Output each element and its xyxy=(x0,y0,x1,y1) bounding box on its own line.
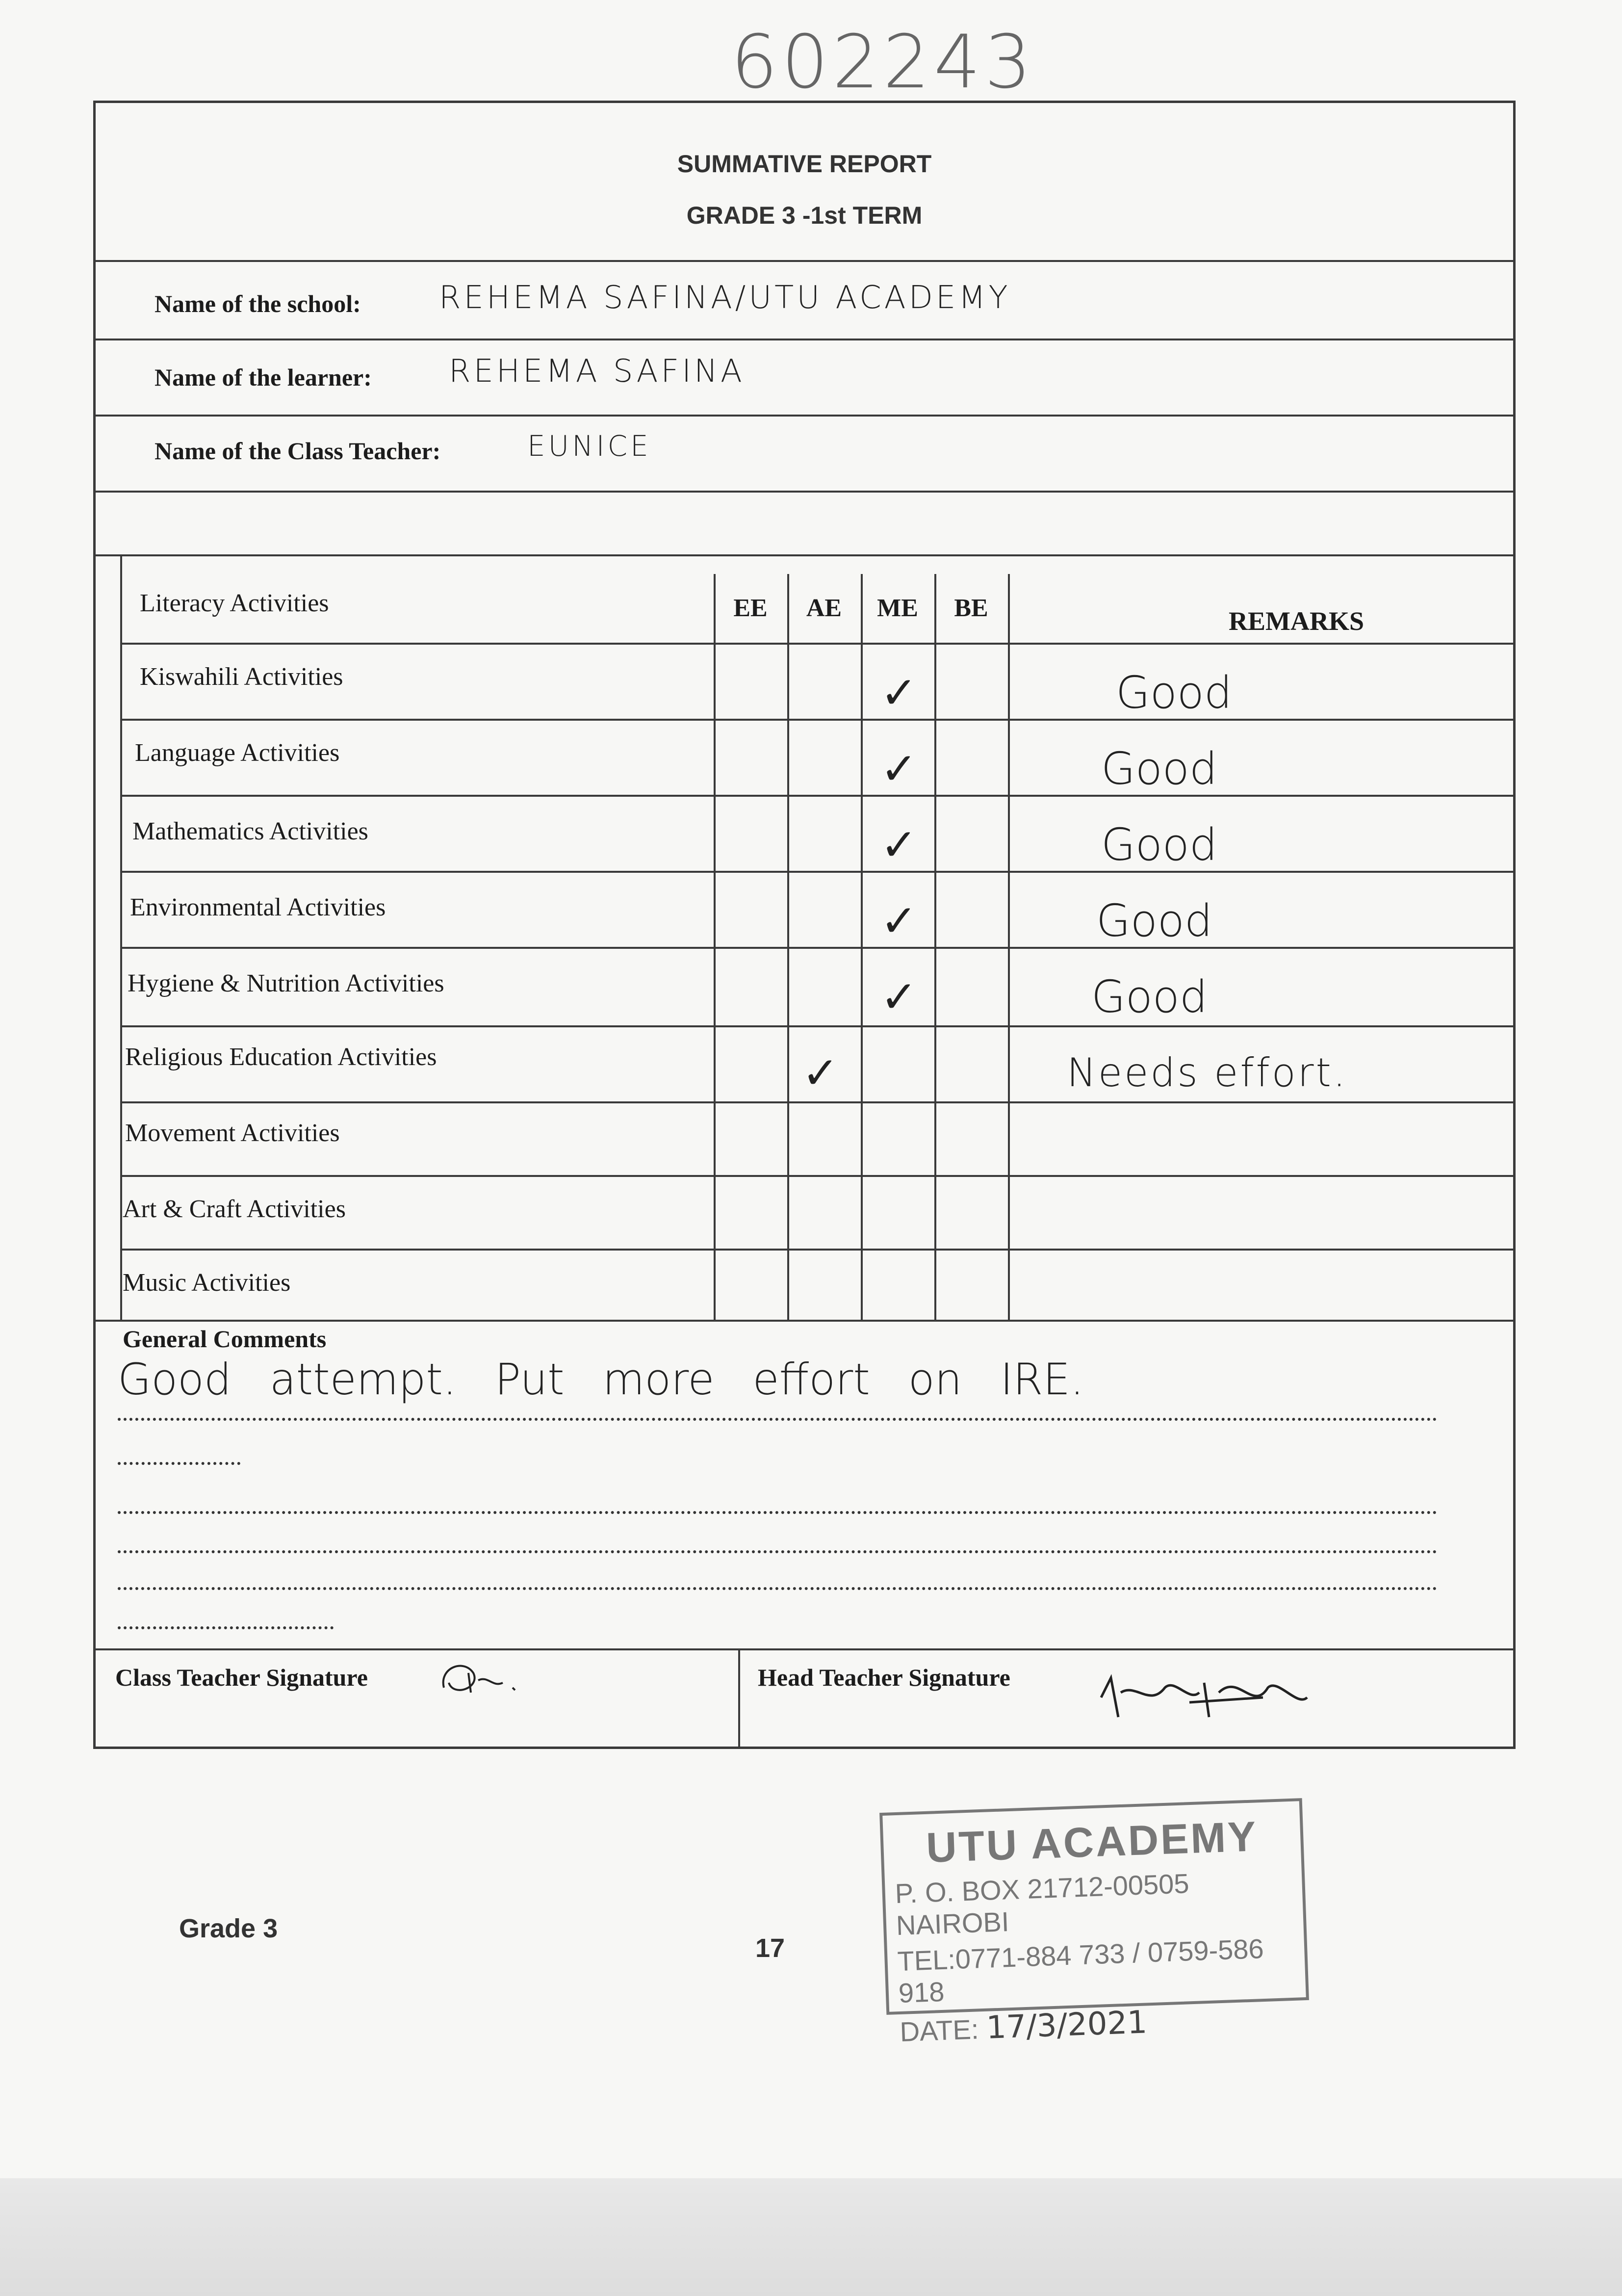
col-remarks: REMARKS xyxy=(1229,606,1365,636)
school-label: Name of the school: xyxy=(154,290,361,317)
remark-environmental: Good xyxy=(1096,895,1212,947)
remark-hygiene: Good xyxy=(1091,971,1208,1023)
class-teacher-signature xyxy=(434,1653,562,1712)
learner-value: REHEMA SAFINA xyxy=(449,353,745,390)
tick-hygiene-me: ✓ xyxy=(880,971,918,1023)
class-teacher-signature-label: Class Teacher Signature xyxy=(115,1664,368,1691)
subject-mathematics: Mathematics Activities xyxy=(132,817,368,845)
school-value: REHEMA SAFINA/UTU ACADEMY xyxy=(439,280,1011,316)
stamp-address: P. O. BOX 21712-00505 NAIROBI xyxy=(894,1868,1190,1941)
handwritten-page-number: 602243 xyxy=(731,20,1035,105)
col-ae: AE xyxy=(806,594,842,622)
stamp-name: UTU ACADEMY xyxy=(925,1813,1259,1872)
tick-kiswahili-me: ✓ xyxy=(880,667,918,719)
stamp-date-value: 17/3/2021 xyxy=(985,2004,1148,2046)
subject-language: Language Activities xyxy=(135,739,340,767)
subject-music: Music Activities xyxy=(123,1269,291,1297)
remark-religious-education: Needs effort. xyxy=(1067,1050,1348,1096)
subject-art-craft: Art & Craft Activities xyxy=(123,1195,346,1223)
scan-edge xyxy=(0,2178,1622,2296)
subject-movement: Movement Activities xyxy=(125,1119,340,1147)
report-sheet xyxy=(93,101,1516,1749)
remark-language: Good xyxy=(1101,743,1217,795)
general-comments-text: Good attempt. Put more effort on IRE. xyxy=(118,1354,1084,1405)
stamp-date-label: DATE: xyxy=(899,2013,979,2047)
col-me: ME xyxy=(877,594,918,622)
general-comments-label: General Comments xyxy=(123,1325,327,1353)
footer-page-number: 17 xyxy=(755,1933,785,1963)
subject-religious-education: Religious Education Activities xyxy=(125,1043,437,1071)
subject-environmental: Environmental Activities xyxy=(130,893,386,921)
footer-grade: Grade 3 xyxy=(179,1914,278,1943)
head-teacher-signature xyxy=(1091,1663,1327,1732)
report-title: SUMMATIVE REPORT xyxy=(677,150,932,178)
teacher-label: Name of the Class Teacher: xyxy=(154,437,441,465)
tick-language-me: ✓ xyxy=(880,743,918,795)
subject-kiswahili: Kiswahili Activities xyxy=(140,663,343,691)
remark-mathematics: Good xyxy=(1101,819,1217,871)
stamp-tel: TEL:0771-884 733 / 0759-586 918 xyxy=(897,1933,1264,2009)
learner-label: Name of the learner: xyxy=(154,364,372,391)
tick-religious-education-ae: ✓ xyxy=(802,1047,839,1099)
teacher-value: EUNICE xyxy=(527,429,651,463)
tick-environmental-me: ✓ xyxy=(880,895,918,947)
subject-hygiene: Hygiene & Nutrition Activities xyxy=(128,969,444,997)
tick-mathematics-me: ✓ xyxy=(880,819,918,871)
head-teacher-signature-label: Head Teacher Signature xyxy=(758,1664,1010,1691)
school-stamp xyxy=(879,1798,1309,2047)
remark-kiswahili: Good xyxy=(1116,667,1232,719)
subject-literacy: Literacy Activities xyxy=(140,589,329,617)
report-subtitle: GRADE 3 -1st TERM xyxy=(686,202,923,229)
col-be: BE xyxy=(954,594,988,622)
col-ee: EE xyxy=(733,594,768,622)
